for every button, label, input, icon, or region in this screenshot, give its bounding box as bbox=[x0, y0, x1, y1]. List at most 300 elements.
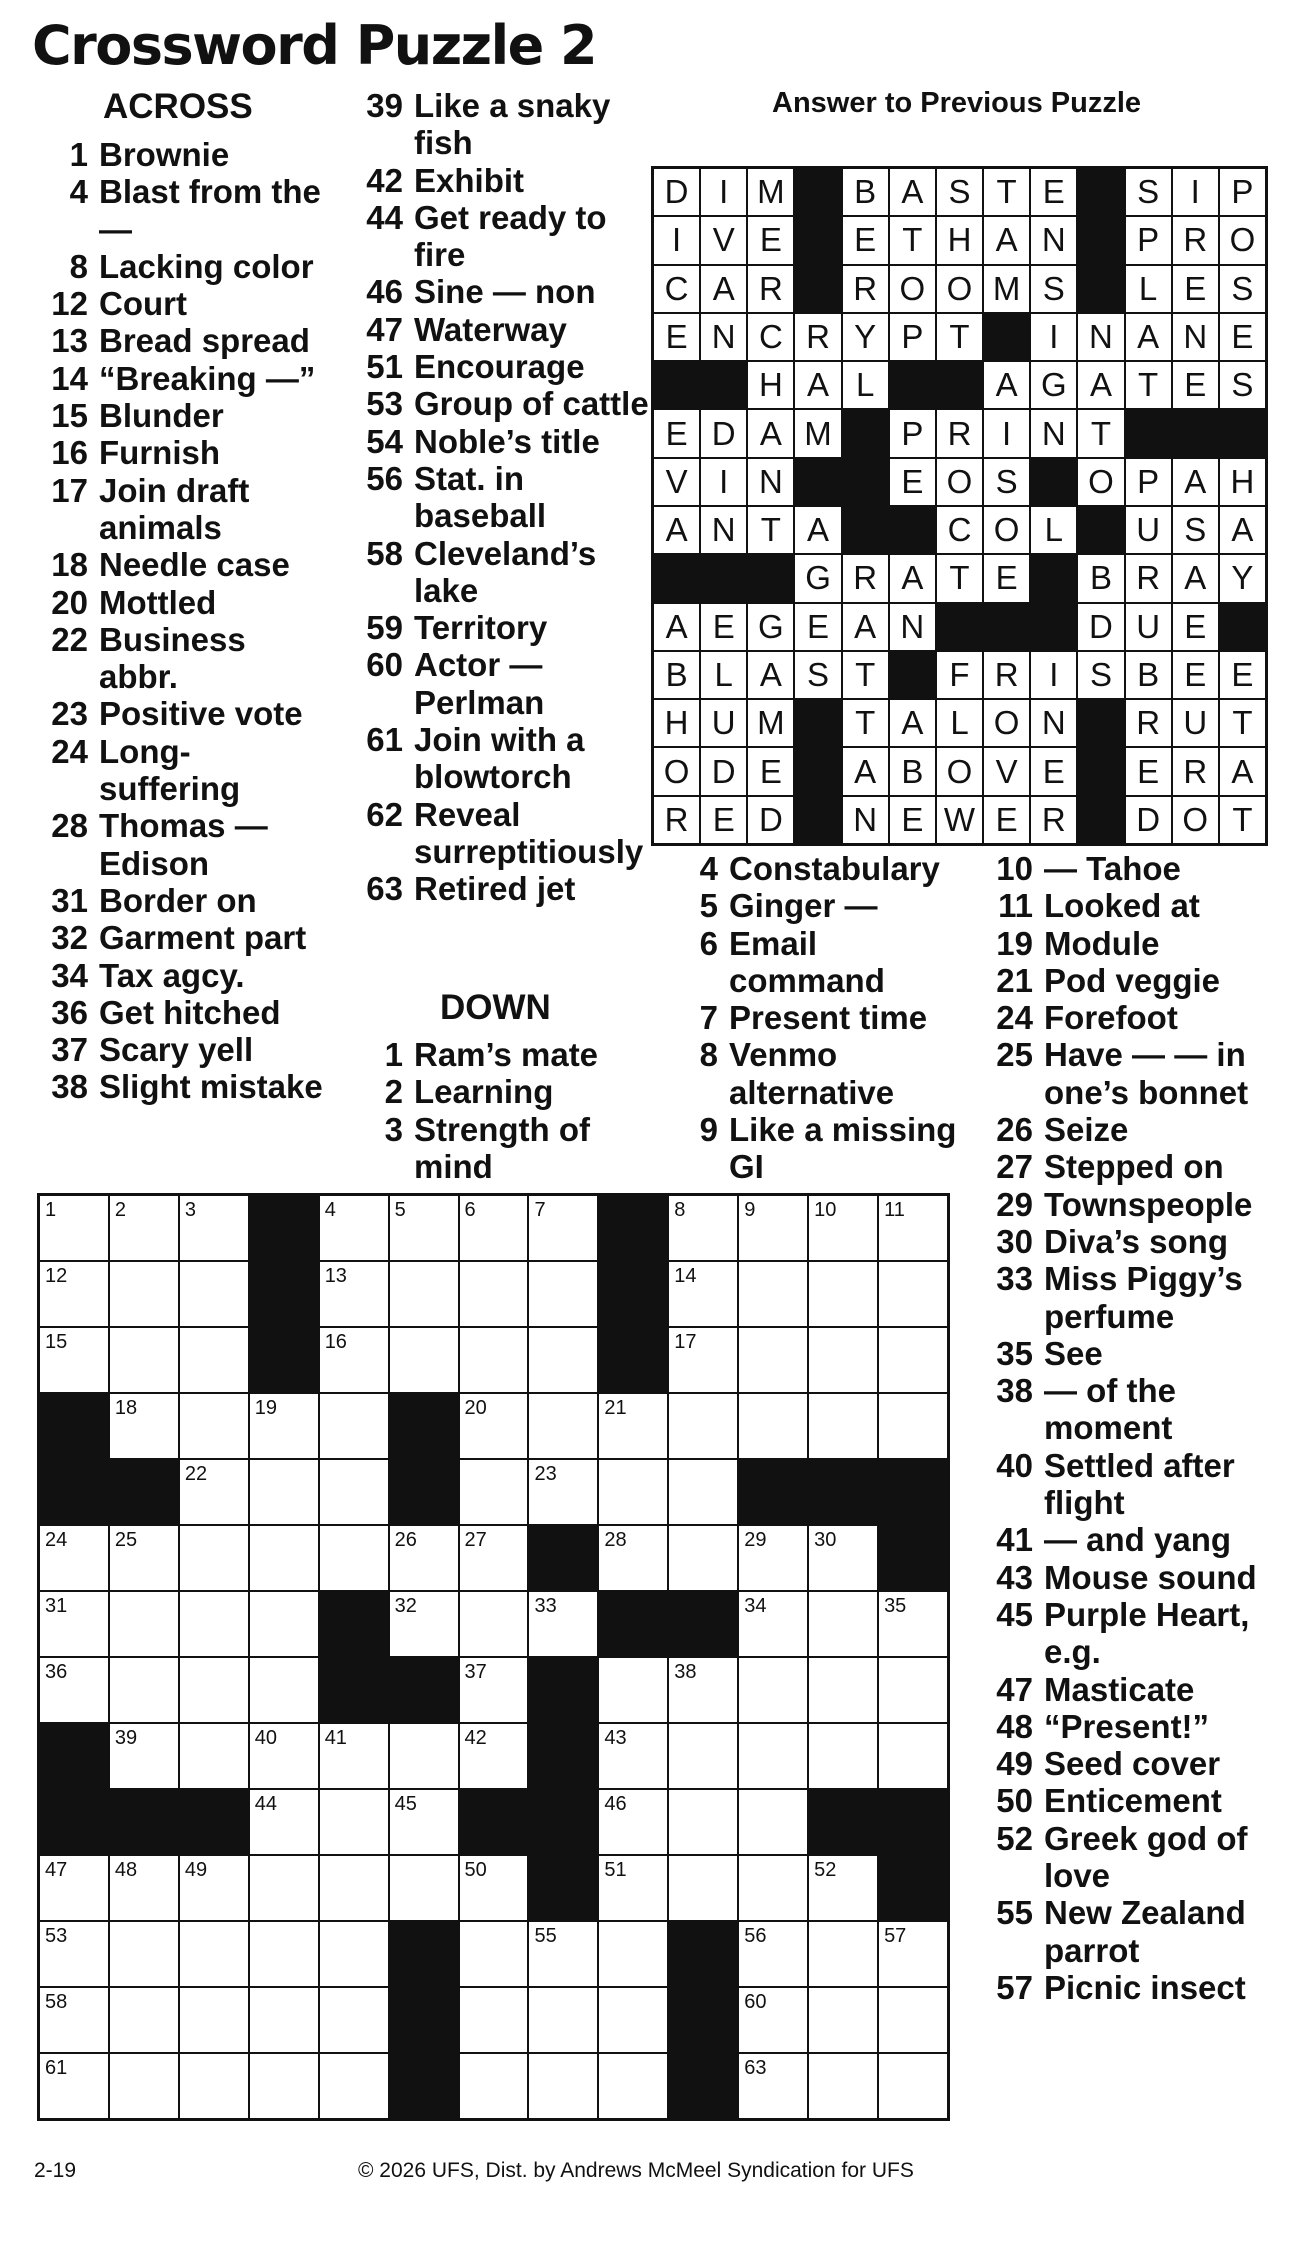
answer-letter: A bbox=[854, 607, 877, 645]
puzzle-cell[interactable] bbox=[669, 1262, 737, 1326]
cell-number: 22 bbox=[184, 1463, 208, 1485]
puzzle-cell[interactable] bbox=[739, 1658, 807, 1722]
puzzle-cell[interactable] bbox=[110, 1196, 178, 1260]
clue-number: 24 bbox=[51, 732, 88, 770]
puzzle-cell[interactable] bbox=[250, 1394, 318, 1458]
puzzle-cell[interactable] bbox=[599, 1856, 667, 1920]
puzzle-cell[interactable] bbox=[320, 1856, 388, 1920]
puzzle-cell[interactable] bbox=[460, 1592, 528, 1656]
answer-letter: D bbox=[711, 752, 736, 790]
answer-black-square bbox=[1031, 459, 1076, 505]
puzzle-cell[interactable] bbox=[809, 1394, 877, 1458]
puzzle-cell[interactable] bbox=[879, 1394, 947, 1458]
cell-number: 24 bbox=[45, 1529, 68, 1551]
puzzle-cell[interactable] bbox=[669, 1196, 737, 1260]
puzzle-cell[interactable] bbox=[40, 1856, 108, 1920]
down-clue bbox=[985, 1111, 1290, 1148]
puzzle-cell[interactable] bbox=[739, 2054, 807, 2118]
puzzle-black-square bbox=[669, 2054, 737, 2118]
answer-letter: T bbox=[902, 221, 923, 259]
across-clue bbox=[355, 162, 655, 199]
puzzle-cell[interactable] bbox=[250, 1658, 318, 1722]
answer-cell bbox=[890, 700, 935, 746]
down-clue bbox=[985, 1260, 1290, 1335]
puzzle-cell[interactable] bbox=[879, 1658, 947, 1722]
answer-cell bbox=[795, 410, 840, 456]
puzzle-cell[interactable] bbox=[320, 1790, 388, 1854]
puzzle-black-square bbox=[529, 1658, 597, 1722]
clue-number: 16 bbox=[51, 434, 88, 472]
clue-number: 53 bbox=[366, 385, 403, 423]
clue-text: Reveal surreptitiously bbox=[414, 795, 644, 870]
answer-letter: S bbox=[1231, 269, 1254, 307]
answer-cell bbox=[1173, 169, 1218, 215]
puzzle-cell[interactable] bbox=[669, 1856, 737, 1920]
answer-cell bbox=[984, 459, 1029, 505]
answer-cell bbox=[1220, 314, 1265, 360]
answer-cell bbox=[843, 748, 888, 794]
across-clue bbox=[355, 870, 655, 907]
puzzle-cell[interactable] bbox=[180, 1196, 248, 1260]
answer-cell bbox=[654, 459, 699, 505]
puzzle-cell[interactable] bbox=[809, 1922, 877, 1986]
clue-text: Lacking color bbox=[99, 247, 314, 285]
puzzle-cell[interactable] bbox=[180, 1592, 248, 1656]
puzzle-cell[interactable] bbox=[529, 1394, 597, 1458]
puzzle-cell[interactable] bbox=[180, 1856, 248, 1920]
puzzle-cell[interactable] bbox=[809, 1988, 877, 2052]
across-clues-column-2 bbox=[355, 87, 655, 908]
puzzle-cell[interactable] bbox=[739, 1724, 807, 1788]
puzzle-cell[interactable] bbox=[879, 2054, 947, 2118]
puzzle-black-square bbox=[250, 1328, 318, 1392]
puzzle-cell[interactable] bbox=[669, 1790, 737, 1854]
down-clue bbox=[985, 1894, 1290, 1969]
puzzle-cell[interactable] bbox=[110, 1856, 178, 1920]
clue-text: Seize bbox=[1044, 1111, 1129, 1149]
answer-letter: B bbox=[1137, 655, 1160, 693]
puzzle-cell[interactable] bbox=[739, 1526, 807, 1590]
answer-cell bbox=[654, 507, 699, 553]
answer-letter: B bbox=[665, 655, 688, 693]
puzzle-cell[interactable] bbox=[669, 1394, 737, 1458]
puzzle-cell[interactable] bbox=[809, 1592, 877, 1656]
puzzle-cell[interactable] bbox=[460, 1988, 528, 2052]
puzzle-cell[interactable] bbox=[180, 1262, 248, 1326]
puzzle-cell[interactable] bbox=[879, 1196, 947, 1260]
puzzle-black-square bbox=[320, 1592, 388, 1656]
answer-letter: T bbox=[949, 317, 970, 355]
puzzle-cell[interactable] bbox=[739, 1790, 807, 1854]
answer-cell bbox=[890, 169, 935, 215]
puzzle-cell[interactable] bbox=[250, 1856, 318, 1920]
answer-letter: N bbox=[900, 607, 925, 645]
puzzle-cell[interactable] bbox=[879, 1724, 947, 1788]
puzzle-cell[interactable] bbox=[739, 1922, 807, 1986]
answer-cell bbox=[890, 555, 935, 601]
puzzle-cell[interactable] bbox=[809, 1328, 877, 1392]
answer-letter: A bbox=[1137, 317, 1160, 355]
puzzle-cell[interactable] bbox=[529, 1328, 597, 1392]
answer-cell bbox=[1031, 169, 1076, 215]
across-clue bbox=[355, 535, 655, 610]
puzzle-cell[interactable] bbox=[110, 1988, 178, 2052]
clue-text: Blast from the — bbox=[99, 173, 321, 248]
puzzle-cell[interactable] bbox=[320, 1526, 388, 1590]
puzzle-cell[interactable] bbox=[739, 1988, 807, 2052]
puzzle-black-square bbox=[529, 1724, 597, 1788]
puzzle-cell[interactable] bbox=[250, 1460, 318, 1524]
puzzle-cell[interactable] bbox=[809, 1658, 877, 1722]
answer-letter: E bbox=[995, 559, 1018, 597]
puzzle-cell[interactable] bbox=[110, 1592, 178, 1656]
puzzle-cell[interactable] bbox=[460, 1724, 528, 1788]
puzzle-cell[interactable] bbox=[529, 1592, 597, 1656]
down-clue bbox=[985, 1671, 1290, 1708]
clue-text: Needle case bbox=[99, 546, 290, 584]
puzzle-black-square bbox=[390, 1394, 458, 1458]
puzzle-cell[interactable] bbox=[460, 1394, 528, 1458]
puzzle-cell[interactable] bbox=[599, 1988, 667, 2052]
puzzle-cell[interactable] bbox=[40, 1658, 108, 1722]
puzzle-cell[interactable] bbox=[320, 1328, 388, 1392]
puzzle-cell[interactable] bbox=[669, 1460, 737, 1524]
answer-cell bbox=[701, 410, 746, 456]
down-clues-column-2 bbox=[670, 850, 970, 1186]
answer-cell bbox=[1220, 555, 1265, 601]
cell-number: 46 bbox=[604, 1793, 627, 1815]
across-clue bbox=[355, 721, 655, 796]
clue-number: 23 bbox=[51, 695, 88, 733]
cell-number: 1 bbox=[45, 1199, 57, 1221]
puzzle-cell[interactable] bbox=[180, 1328, 248, 1392]
across-clue bbox=[40, 285, 325, 322]
puzzle-cell[interactable] bbox=[250, 1790, 318, 1854]
answer-letter: I bbox=[719, 462, 729, 500]
puzzle-cell[interactable] bbox=[180, 1394, 248, 1458]
page-title: Crossword Puzzle 2 bbox=[32, 14, 597, 77]
puzzle-cell[interactable] bbox=[250, 1526, 318, 1590]
answer-cell bbox=[795, 362, 840, 408]
puzzle-cell[interactable] bbox=[180, 2054, 248, 2118]
puzzle-cell[interactable] bbox=[879, 1922, 947, 1986]
puzzle-cell[interactable] bbox=[739, 1328, 807, 1392]
puzzle-cell[interactable] bbox=[250, 2054, 318, 2118]
puzzle-cell[interactable] bbox=[460, 1658, 528, 1722]
answer-letter: C bbox=[947, 511, 972, 549]
answer-cell bbox=[795, 314, 840, 360]
answer-letter: A bbox=[901, 173, 924, 211]
answer-letter: O bbox=[1182, 800, 1209, 838]
puzzle-cell[interactable] bbox=[599, 2054, 667, 2118]
puzzle-cell[interactable] bbox=[529, 1460, 597, 1524]
puzzle-cell[interactable] bbox=[879, 1328, 947, 1392]
puzzle-cell[interactable] bbox=[739, 1196, 807, 1260]
cell-number: 15 bbox=[45, 1331, 68, 1353]
across-clue bbox=[40, 1068, 325, 1105]
answer-cell bbox=[1078, 314, 1123, 360]
puzzle-cell[interactable] bbox=[40, 1196, 108, 1260]
answer-letter: R bbox=[853, 559, 878, 597]
puzzle-cell[interactable] bbox=[599, 1922, 667, 1986]
puzzle-cell[interactable] bbox=[250, 1922, 318, 1986]
puzzle-cell[interactable] bbox=[180, 1460, 248, 1524]
puzzle-black-square bbox=[180, 1790, 248, 1854]
puzzle-cell[interactable] bbox=[669, 1724, 737, 1788]
puzzle-cell[interactable] bbox=[40, 1526, 108, 1590]
answer-letter: P bbox=[1231, 173, 1254, 211]
date-code: 2-19 bbox=[34, 2159, 77, 2182]
puzzle-cell[interactable] bbox=[599, 1790, 667, 1854]
clue-text: Noble’s title bbox=[414, 422, 600, 460]
answer-cell bbox=[748, 797, 793, 843]
clue-text: Pod veggie bbox=[1044, 961, 1221, 999]
puzzle-cell[interactable] bbox=[390, 1196, 458, 1260]
puzzle-cell[interactable] bbox=[460, 1922, 528, 1986]
puzzle-cell[interactable] bbox=[390, 1328, 458, 1392]
answer-letter: A bbox=[1184, 462, 1207, 500]
cell-number: 32 bbox=[394, 1595, 417, 1617]
clue-number: 20 bbox=[51, 583, 88, 621]
puzzle-cell[interactable] bbox=[809, 1262, 877, 1326]
clue-number: 43 bbox=[996, 1558, 1033, 1596]
puzzle-cell[interactable] bbox=[879, 1988, 947, 2052]
answer-letter: S bbox=[1231, 366, 1254, 404]
puzzle-cell[interactable] bbox=[460, 1460, 528, 1524]
down-clue bbox=[670, 999, 970, 1036]
puzzle-black-square bbox=[529, 1526, 597, 1590]
answer-cell bbox=[701, 652, 746, 698]
puzzle-cell[interactable] bbox=[250, 1592, 318, 1656]
answer-black-square bbox=[843, 507, 888, 553]
puzzle-black-square bbox=[390, 1460, 458, 1524]
answer-black-square bbox=[890, 362, 935, 408]
puzzle-cell[interactable] bbox=[110, 1724, 178, 1788]
clue-number: 40 bbox=[996, 1446, 1033, 1484]
puzzle-cell[interactable] bbox=[180, 1658, 248, 1722]
clue-text: Venmo alternative bbox=[729, 1036, 895, 1111]
answer-letter: M bbox=[757, 704, 785, 742]
puzzle-cell[interactable] bbox=[40, 1922, 108, 1986]
answer-cell bbox=[937, 410, 982, 456]
puzzle-cell[interactable] bbox=[460, 1526, 528, 1590]
puzzle-cell[interactable] bbox=[320, 1262, 388, 1326]
answer-cell bbox=[1173, 314, 1218, 360]
puzzle-cell[interactable] bbox=[390, 1526, 458, 1590]
cell-number: 52 bbox=[814, 1859, 837, 1881]
answer-black-square bbox=[1031, 604, 1076, 650]
answer-cell bbox=[701, 507, 746, 553]
puzzle-cell[interactable] bbox=[460, 1262, 528, 1326]
puzzle-cell[interactable] bbox=[599, 1658, 667, 1722]
puzzle-cell[interactable] bbox=[390, 1790, 458, 1854]
clue-number: 12 bbox=[51, 285, 88, 323]
cell-number: 36 bbox=[45, 1661, 68, 1683]
answer-letter: R bbox=[994, 655, 1019, 693]
cell-number: 20 bbox=[464, 1397, 487, 1419]
puzzle-cell[interactable] bbox=[739, 1262, 807, 1326]
clue-text: Get hitched bbox=[99, 993, 281, 1031]
answer-letter: D bbox=[1136, 800, 1161, 838]
answer-black-square bbox=[1078, 748, 1123, 794]
puzzle-cell[interactable] bbox=[180, 1922, 248, 1986]
puzzle-cell[interactable] bbox=[40, 2054, 108, 2118]
answer-cell bbox=[843, 169, 888, 215]
clue-number: 37 bbox=[51, 1031, 88, 1069]
answer-letter: O bbox=[946, 752, 973, 790]
puzzle-cell[interactable] bbox=[320, 1988, 388, 2052]
cell-number: 49 bbox=[184, 1859, 208, 1881]
answer-letter: O bbox=[946, 462, 973, 500]
clue-text: Masticate bbox=[1044, 1670, 1195, 1708]
puzzle-cell[interactable] bbox=[390, 1262, 458, 1326]
answer-letter: A bbox=[901, 559, 924, 597]
puzzle-cell[interactable] bbox=[460, 1856, 528, 1920]
down-clue bbox=[985, 1708, 1290, 1745]
puzzle-cell[interactable] bbox=[40, 1988, 108, 2052]
puzzle-cell[interactable] bbox=[250, 1988, 318, 2052]
across-clue bbox=[355, 348, 655, 385]
answer-letter: L bbox=[856, 366, 875, 404]
puzzle-cell[interactable] bbox=[320, 1922, 388, 1986]
puzzle-cell[interactable] bbox=[320, 1724, 388, 1788]
puzzle-cell[interactable] bbox=[110, 1262, 178, 1326]
puzzle-cell[interactable] bbox=[250, 1724, 318, 1788]
puzzle-cell[interactable] bbox=[180, 1724, 248, 1788]
answer-black-square bbox=[795, 266, 840, 312]
clue-text: Waterway bbox=[414, 310, 567, 348]
puzzle-cell[interactable] bbox=[40, 1592, 108, 1656]
answer-cell bbox=[1031, 652, 1076, 698]
clue-text: — and yang bbox=[1044, 1521, 1232, 1559]
cell-number: 13 bbox=[324, 1265, 347, 1287]
down-clue bbox=[985, 1782, 1290, 1819]
answer-black-square bbox=[795, 748, 840, 794]
puzzle-cell[interactable] bbox=[529, 1196, 597, 1260]
cell-number: 28 bbox=[604, 1529, 627, 1551]
puzzle-cell[interactable] bbox=[599, 1526, 667, 1590]
puzzle-cell[interactable] bbox=[669, 1526, 737, 1590]
puzzle-cell[interactable] bbox=[110, 1526, 178, 1590]
puzzle-cell[interactable] bbox=[110, 1394, 178, 1458]
clue-text: Diva’s song bbox=[1044, 1222, 1228, 1260]
puzzle-cell[interactable] bbox=[320, 1460, 388, 1524]
answer-cell bbox=[843, 266, 888, 312]
puzzle-cell[interactable] bbox=[110, 2054, 178, 2118]
puzzle-cell[interactable] bbox=[739, 1592, 807, 1656]
answer-letter: Y bbox=[854, 317, 877, 355]
puzzle-cell[interactable] bbox=[809, 1856, 877, 1920]
puzzle-cell[interactable] bbox=[529, 2054, 597, 2118]
answer-letter: T bbox=[1138, 366, 1159, 404]
answer-letter: T bbox=[949, 559, 970, 597]
puzzle-cell[interactable] bbox=[110, 1328, 178, 1392]
answer-letter: A bbox=[807, 511, 830, 549]
puzzle-cell[interactable] bbox=[320, 2054, 388, 2118]
puzzle-cell[interactable] bbox=[529, 1262, 597, 1326]
answer-cell bbox=[984, 266, 1029, 312]
answer-letter: E bbox=[995, 800, 1018, 838]
puzzle-cell[interactable] bbox=[599, 1724, 667, 1788]
puzzle-cell[interactable] bbox=[320, 1196, 388, 1260]
answer-letter: H bbox=[947, 221, 972, 259]
puzzle-cell[interactable] bbox=[390, 1592, 458, 1656]
puzzle-cell[interactable] bbox=[599, 1460, 667, 1524]
puzzle-cell[interactable] bbox=[529, 1988, 597, 2052]
puzzle-cell[interactable] bbox=[40, 1328, 108, 1392]
clue-text: Bread spread bbox=[99, 322, 310, 360]
answer-cell bbox=[1126, 362, 1171, 408]
answer-letter: A bbox=[665, 607, 688, 645]
clue-number: 32 bbox=[51, 919, 88, 957]
answer-letter: B bbox=[1089, 559, 1112, 597]
answer-letter: N bbox=[1183, 317, 1208, 355]
puzzle-cell[interactable] bbox=[739, 1856, 807, 1920]
puzzle-cell[interactable] bbox=[669, 1658, 737, 1722]
puzzle-cell[interactable] bbox=[390, 1856, 458, 1920]
puzzle-cell[interactable] bbox=[809, 2054, 877, 2118]
answer-cell bbox=[1031, 266, 1076, 312]
cell-number: 2 bbox=[114, 1199, 127, 1221]
puzzle-cell[interactable] bbox=[390, 1724, 458, 1788]
puzzle-cell[interactable] bbox=[809, 1724, 877, 1788]
puzzle-black-square bbox=[40, 1724, 108, 1788]
cell-number: 30 bbox=[814, 1529, 837, 1551]
answer-cell bbox=[654, 217, 699, 263]
puzzle-black-square bbox=[390, 1658, 458, 1722]
puzzle-cell[interactable] bbox=[739, 1394, 807, 1458]
cell-number: 18 bbox=[114, 1397, 138, 1419]
puzzle-cell[interactable] bbox=[879, 1262, 947, 1326]
puzzle-cell[interactable] bbox=[110, 1658, 178, 1722]
answer-letter: A bbox=[995, 221, 1018, 259]
cell-number: 63 bbox=[744, 2057, 767, 2079]
cell-number: 45 bbox=[394, 1793, 417, 1815]
puzzle-cell[interactable] bbox=[879, 1592, 947, 1656]
answer-cell bbox=[748, 652, 793, 698]
puzzle-cell[interactable] bbox=[110, 1922, 178, 1986]
clue-text: Slight mistake bbox=[99, 1068, 323, 1106]
puzzle-cell[interactable] bbox=[460, 1196, 528, 1260]
clue-number: 4 bbox=[699, 850, 718, 887]
puzzle-cell[interactable] bbox=[320, 1394, 388, 1458]
puzzle-cell[interactable] bbox=[180, 1988, 248, 2052]
answer-letter: O bbox=[1229, 221, 1256, 259]
clue-text: “Breaking —” bbox=[99, 359, 316, 397]
clue-number: 34 bbox=[51, 956, 88, 994]
cell-number: 21 bbox=[604, 1397, 627, 1419]
clue-text: Border on bbox=[99, 881, 257, 919]
answer-cell bbox=[1220, 169, 1265, 215]
down-clue bbox=[985, 1745, 1290, 1782]
answer-letter: B bbox=[901, 752, 924, 790]
puzzle-cell[interactable] bbox=[809, 1526, 877, 1590]
puzzle-cell[interactable] bbox=[40, 1262, 108, 1326]
cell-number: 37 bbox=[464, 1661, 487, 1683]
puzzle-cell[interactable] bbox=[669, 1328, 737, 1392]
down-clue bbox=[985, 1148, 1290, 1185]
answer-cell bbox=[1078, 410, 1123, 456]
puzzle-cell[interactable] bbox=[529, 1922, 597, 1986]
answer-cell bbox=[654, 410, 699, 456]
puzzle-cell[interactable] bbox=[599, 1394, 667, 1458]
puzzle-cell[interactable] bbox=[460, 1328, 528, 1392]
puzzle-cell[interactable] bbox=[180, 1526, 248, 1590]
puzzle-cell[interactable] bbox=[460, 2054, 528, 2118]
puzzle-cell[interactable] bbox=[809, 1196, 877, 1260]
clue-number: 45 bbox=[996, 1595, 1033, 1633]
answer-cell bbox=[937, 555, 982, 601]
